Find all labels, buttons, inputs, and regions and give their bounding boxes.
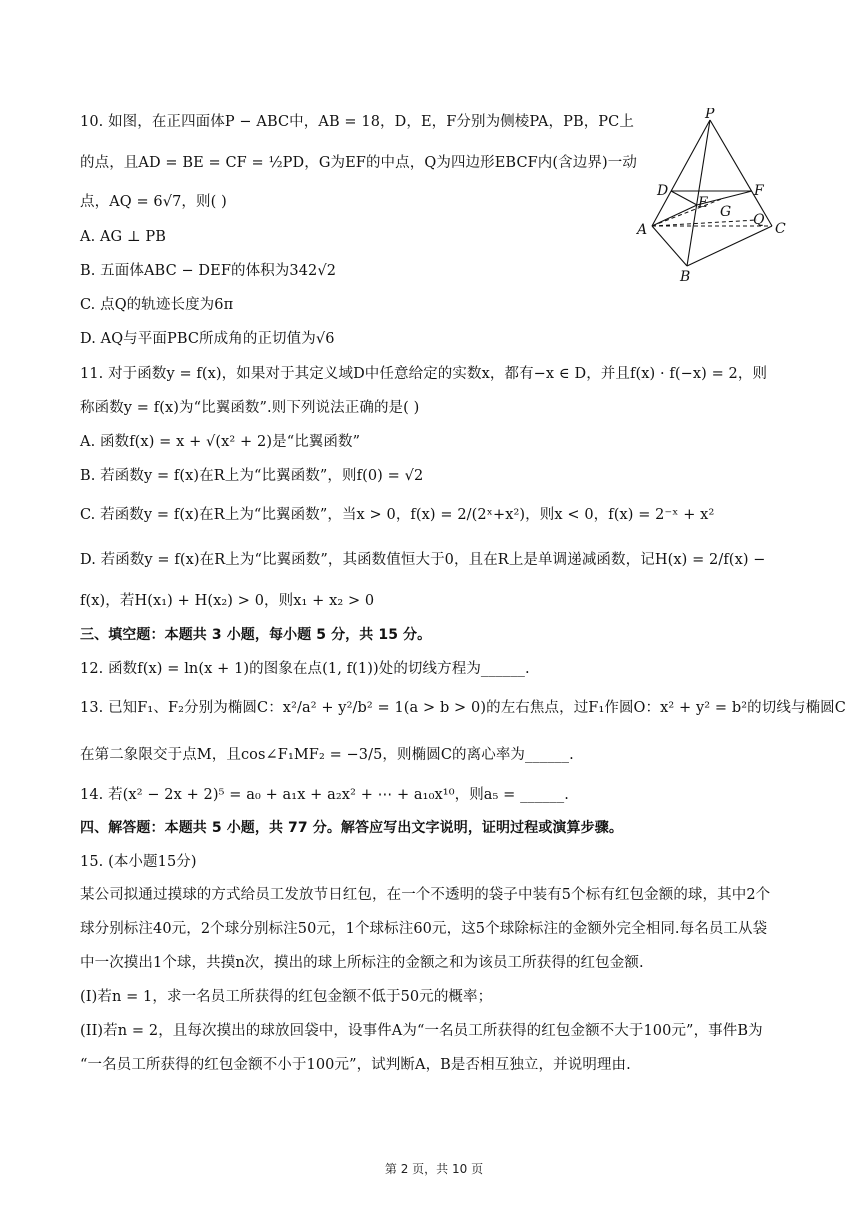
tetrahedron-figure — [632, 108, 792, 288]
label-a: A — [637, 222, 648, 238]
label-f: F — [754, 183, 764, 199]
q10-line-2: 的点，且AD = BE = CF = ½PD，G为EF的中点，Q为四边形EBCF内(含边界)一动 — [80, 155, 637, 171]
q10-option-c: C. 点Q的轨迹长度为6π — [80, 297, 234, 313]
q10-option-a: A. AG ⊥ PB — [80, 229, 167, 245]
q11-option-d-line-1: D. 若函数y = f(x)在R上为“比翼函数”，其函数值恒大于0，且在R上是单调递减函数，记H(x) = 2/f(x) − — [80, 552, 766, 568]
q10-line-1: 10. 如图，在正四面体P − ABC中，AB = 18，D，E，F分别为侧棱PA，PB，PC上 — [80, 114, 634, 130]
q13-line-2: 在第二象限交于点M，且cos∠F₁MF₂ = −3/5，则椭圆C的离心率为______. — [80, 747, 574, 763]
q10-option-b: B. 五面体ABC − DEF的体积为342√2 — [80, 263, 337, 279]
label-e: E — [698, 195, 709, 211]
section-4-heading: 四、解答题：本题共 5 小题，共 77 分。解答应写出文字说明，证明过程或演算步骤。 — [80, 820, 623, 836]
q11-option-c: C. 若函数y = f(x)在R上为“比翼函数”，当x > 0，f(x) = 2/(2ˣ+x²)，则x < 0，f(x) = 2⁻ˣ + x² — [80, 507, 715, 523]
page-footer: 第 2 页，共 10 页 — [384, 1162, 484, 1176]
label-c: C — [775, 221, 786, 237]
q10-option-d: D. AQ与平面PBC所成角的正切值为√6 — [80, 331, 335, 347]
q15-paragraph-1: 某公司拟通过摸球的方式给员工发放节日红包，在一个不透明的袋子中装有5个标有红包金额的球，其中2个 — [80, 887, 771, 903]
q14: 14. 若(x² − 2x + 2)⁵ = a₀ + a₁x + a₂x² + ⋯ + a₁₀x¹⁰，则a₅ = ______. — [80, 787, 569, 803]
label-d: D — [657, 183, 669, 199]
q15-title: 15. (本小题15分) — [80, 854, 197, 870]
label-p: P — [705, 108, 715, 122]
q11-option-a: A. 函数f(x) = x + √(x² + 2)是“比翼函数” — [80, 434, 361, 450]
q11-option-b: B. 若函数y = f(x)在R上为“比翼函数”，则f(0) = √2 — [80, 468, 424, 484]
q15-part-ii-line-2: “一名员工所获得的红包金额不小于100元”，试判断A，B是否相互独立，并说明理由. — [80, 1057, 631, 1073]
label-g: G — [720, 204, 732, 220]
q15-part-i: (I)若n = 1，求一名员工所获得的红包金额不低于50元的概率； — [80, 989, 493, 1005]
q11-option-d-line-2: f(x)，若H(x₁) + H(x₂) > 0，则x₁ + x₂ > 0 — [80, 593, 375, 609]
q11-line-1: 11. 对于函数y = f(x)，如果对于其定义域D中任意给定的实数x，都有−x ∈ D，并且f(x) · f(−x) = 2，则 — [80, 366, 768, 382]
q10-line-3: 点，AQ = 6√7，则( ) — [80, 194, 227, 210]
section-3-heading: 三、填空题：本题共 3 小题，每小题 5 分，共 15 分。 — [80, 627, 432, 643]
q15-part-ii-line-1: (II)若n = 2，且每次摸出的球放回袋中，设事件A为“一名员工所获得的红包金额不大于100元”，事件B为 — [80, 1023, 763, 1039]
q12: 12. 函数f(x) = ln(x + 1)的图象在点(1, f(1))处的切线方程为______. — [80, 661, 530, 677]
label-q: Q — [753, 212, 765, 228]
label-b: B — [680, 269, 691, 285]
q15-paragraph-2: 球分别标注40元，2个球分别标注50元，1个球标注60元，这5个球除标注的金额外完全相同.每名员工从袋 — [80, 921, 768, 937]
q15-paragraph-3: 中一次摸出1个球，共摸n次，摸出的球上所标注的金额之和为该员工所获得的红包金额. — [80, 955, 644, 971]
q13-line-1: 13. 已知F₁、F₂分别为椭圆C：x²/a² + y²/b² = 1(a > b > 0)的左右焦点，过F₁作圆O：x² + y² = b²的切线与椭圆C — [80, 700, 846, 716]
q11-line-2: 称函数y = f(x)为“比翼函数”.则下列说法正确的是( ) — [80, 400, 420, 416]
